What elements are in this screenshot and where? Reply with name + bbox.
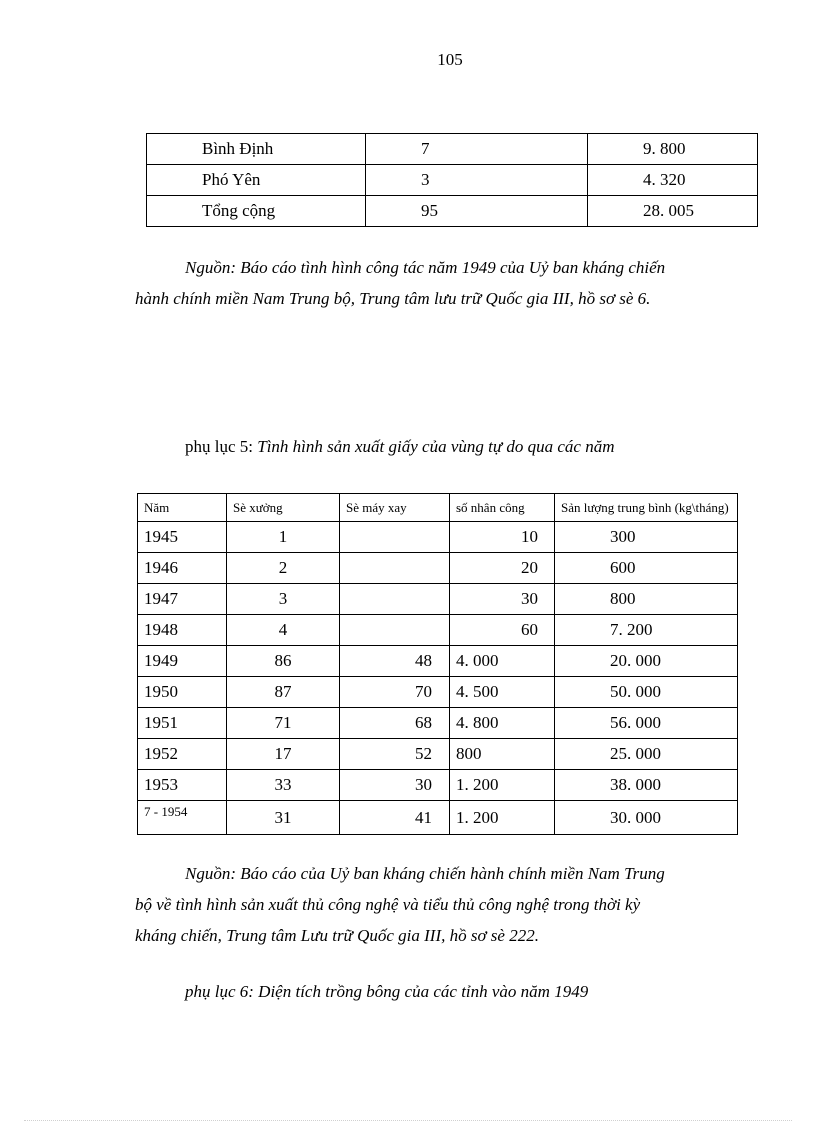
- appendix-6-caption: phụ lục 6: Diện tích trồng bông của các tỉnh vào năm 1949: [185, 982, 589, 1001]
- table-cell: 1950: [138, 677, 227, 708]
- table-cell: 1953: [138, 770, 227, 801]
- table-cell: 86: [227, 646, 340, 677]
- table-cell: 60: [450, 615, 555, 646]
- table-cell: 20. 000: [555, 646, 738, 677]
- source-text: Nguồn: Báo cáo tình hình công tác năm 1949 của Uỷ ban kháng chiến: [185, 258, 666, 277]
- table-cell: Tổng cộng: [147, 196, 366, 227]
- column-header: Sè máy xay: [340, 494, 450, 522]
- appendix-title: Tình hình sản xuất giấy của vùng tự do qua các năm: [257, 437, 615, 456]
- table-cell: 4. 000: [450, 646, 555, 677]
- source-note-1: [135, 252, 740, 314]
- column-header: Năm: [138, 494, 227, 522]
- source-note-2: [135, 858, 740, 951]
- table-cell: 20: [450, 553, 555, 584]
- appendix-5-caption: [185, 437, 615, 457]
- table-cell: 7 - 1954: [138, 801, 227, 835]
- source-line: [135, 252, 740, 283]
- table-cell: 50. 000: [555, 677, 738, 708]
- table-cell: Bình Định: [147, 134, 366, 165]
- table-cell: 3: [227, 584, 340, 615]
- table-cell: [340, 553, 450, 584]
- table-row: [138, 646, 738, 677]
- table-cell: 300: [555, 522, 738, 553]
- table-cell: 1. 200: [450, 770, 555, 801]
- table-row: [138, 770, 738, 801]
- table-row: [147, 134, 758, 165]
- table-row: [138, 677, 738, 708]
- table-row: [138, 615, 738, 646]
- table-cell: 1947: [138, 584, 227, 615]
- table-cell: 3: [366, 165, 588, 196]
- table-cell: 4: [227, 615, 340, 646]
- table-cell: 1946: [138, 553, 227, 584]
- table-cell: 71: [227, 708, 340, 739]
- table-cell: 70: [340, 677, 450, 708]
- table-cell: 30. 000: [555, 801, 738, 835]
- table-cell: 600: [555, 553, 738, 584]
- table-row: [138, 522, 738, 553]
- table-row: [147, 196, 758, 227]
- table-cell: [340, 584, 450, 615]
- page-bottom-rule: [24, 1120, 792, 1121]
- table-cell: 68: [340, 708, 450, 739]
- page-number: 105: [437, 50, 463, 69]
- province-table: [146, 133, 758, 227]
- source-line: kháng chiến, Trung tâm Lưu trữ Quốc gia III, hồ sơ sè 222.: [135, 926, 539, 945]
- table-cell: 10: [450, 522, 555, 553]
- table-cell: 1. 200: [450, 801, 555, 835]
- table-cell: 7: [366, 134, 588, 165]
- table-cell: 30: [450, 584, 555, 615]
- table-cell: 1948: [138, 615, 227, 646]
- appendix-label: phụ lục 5:: [185, 437, 253, 456]
- table-cell: 800: [450, 739, 555, 770]
- table-cell: 1949: [138, 646, 227, 677]
- table-cell: 1: [227, 522, 340, 553]
- table-cell: 1951: [138, 708, 227, 739]
- table-cell: 41: [340, 801, 450, 835]
- table-cell: 2: [227, 553, 340, 584]
- column-header: Sè xưởng: [227, 494, 340, 522]
- table-header-row: [138, 494, 738, 522]
- table-row: [138, 584, 738, 615]
- column-header: Sản lượng trung bình (kg\tháng): [555, 494, 738, 522]
- table-cell: 38. 000: [555, 770, 738, 801]
- table-row: [138, 801, 738, 835]
- table-row: [138, 553, 738, 584]
- table-cell: 31: [227, 801, 340, 835]
- table-cell: 4. 320: [588, 165, 758, 196]
- table-cell: 1952: [138, 739, 227, 770]
- table-row: [138, 739, 738, 770]
- source-text: Nguồn: Báo cáo của Uỷ ban kháng chiến hành chính miền Nam Trung: [185, 864, 665, 883]
- table-cell: 95: [366, 196, 588, 227]
- table-cell: [340, 522, 450, 553]
- table-row: [147, 165, 758, 196]
- source-line: [135, 858, 740, 889]
- table-cell: 56. 000: [555, 708, 738, 739]
- table-cell: 7. 200: [555, 615, 738, 646]
- source-line: hành chính miền Nam Trung bộ, Trung tâm lưu trữ Quốc gia III, hồ sơ sè 6.: [135, 289, 651, 308]
- table-cell: 25. 000: [555, 739, 738, 770]
- table-cell: 33: [227, 770, 340, 801]
- table-cell: 28. 005: [588, 196, 758, 227]
- paper-production-table: [137, 493, 738, 835]
- table-cell: 87: [227, 677, 340, 708]
- source-line: bộ về tình hình sản xuất thủ công nghệ và tiểu thủ công nghệ trong thời kỳ: [135, 895, 641, 914]
- table-cell: 9. 800: [588, 134, 758, 165]
- table-cell: [340, 615, 450, 646]
- table-cell: 17: [227, 739, 340, 770]
- table-cell: Phó Yên: [147, 165, 366, 196]
- table-cell: 800: [555, 584, 738, 615]
- table-row: [138, 708, 738, 739]
- table-cell: 4. 500: [450, 677, 555, 708]
- table-cell: 48: [340, 646, 450, 677]
- table-cell: 1945: [138, 522, 227, 553]
- table-cell: 52: [340, 739, 450, 770]
- column-header: số nhân công: [450, 494, 555, 522]
- table-cell: 4. 800: [450, 708, 555, 739]
- table-cell: 30: [340, 770, 450, 801]
